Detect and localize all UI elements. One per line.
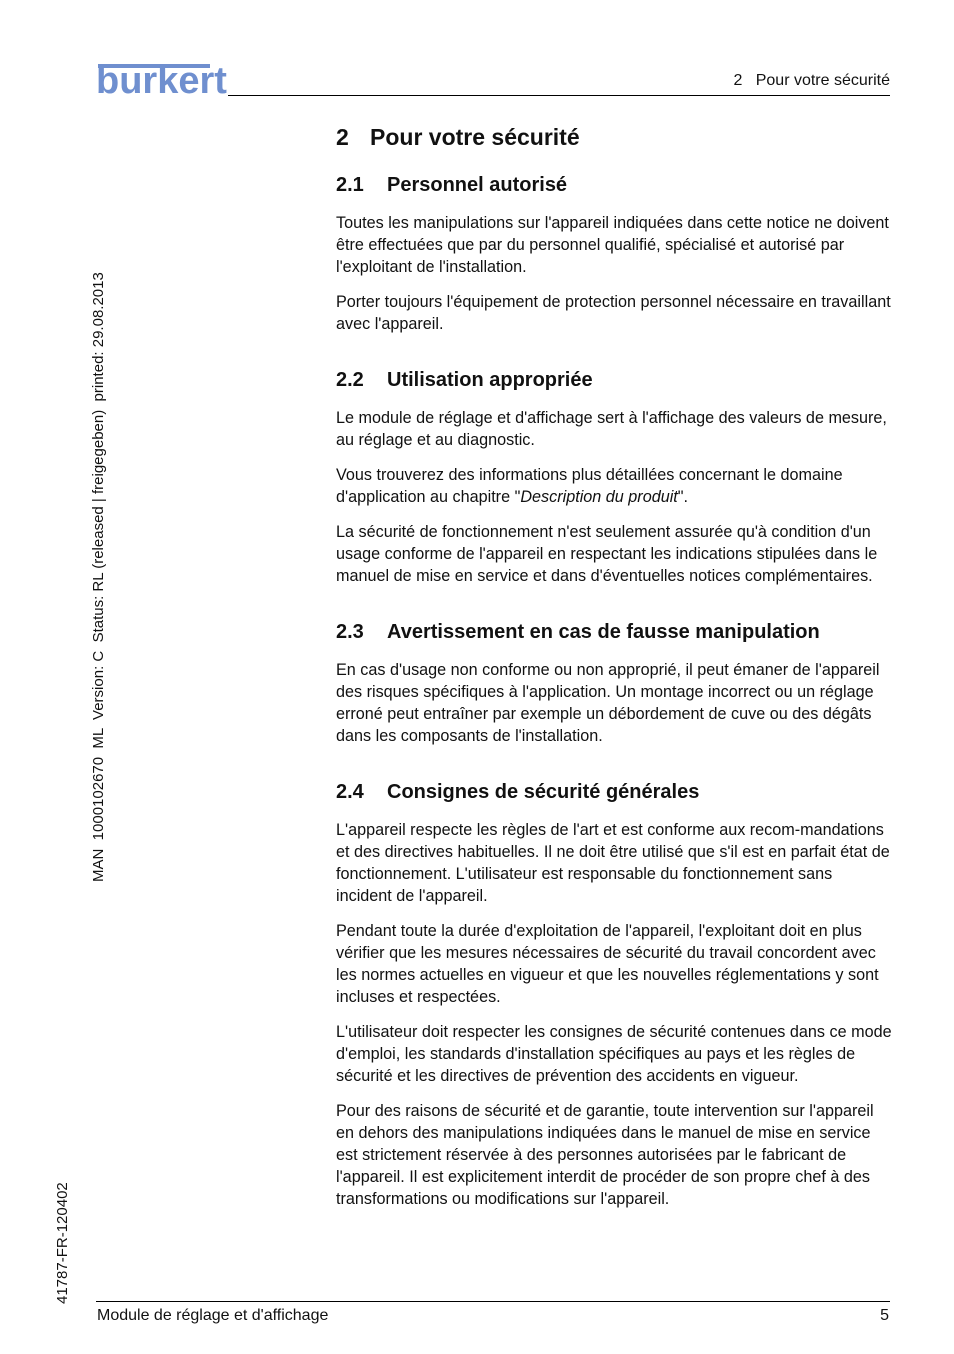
chapter-number: 2 [336, 124, 349, 150]
section-2-3 [336, 619, 892, 747]
header-rule [228, 95, 890, 96]
paragraph: En cas d'usage non conforme ou non approprié, il peut émaner de l'appareil des risques spécifiques à l'application. Un montage incorrect ou un réglage erroné peut entraîner par exemple un débordement de cuve ou des dégâts dans les composants de l'installation. [336, 661, 880, 745]
section-number: 2.1 [336, 174, 364, 196]
chapter-title: Pour votre sécurité [370, 124, 580, 150]
paragraph: Porter toujours l'équipement de protection personnel nécessaire en travaillant avec l'appareil. [336, 293, 891, 333]
chapter-reference: Description du produit [520, 488, 678, 506]
section-title: Utilisation appropriée [387, 369, 593, 391]
section-heading [336, 619, 892, 645]
section-2-4 [336, 779, 892, 1210]
page-number: 5 [880, 1307, 889, 1324]
section-title: Personnel autorisé [387, 174, 568, 196]
paragraph: L'utilisateur doit respecter les consignes de sécurité contenues dans ce mode d'emploi, les standards d'installation spécifiques au pays et les règles de sécurité et les directives de prévention des accidents en vigueur. [336, 1023, 892, 1085]
section-number: 2.2 [336, 369, 364, 391]
paragraph-text-end: ". [677, 488, 689, 506]
paragraph: Le module de réglage et d'affichage sert à l'affichage des valeurs de mesure, au réglage et au diagnostic. [336, 409, 887, 449]
header-section-title: 2 Pour votre sécurité [733, 72, 890, 89]
section-heading [336, 172, 892, 198]
document-code-vertical: 41787-FR-120402 [54, 1182, 71, 1304]
section-heading [336, 779, 892, 805]
paragraph: La sécurité de fonctionnement n'est seulement assurée qu'à condition d'un usage conforme de l'appareil en respectant les indications stipulées dans le manuel de mise en service et dans d'éventuelles notices complémentaires. [336, 523, 878, 585]
document-info-vertical: MAN 1000102670 ML Version: C Status: RL (released | freigegeben) printed: 29.08.2013 [90, 272, 107, 882]
section-title: Avertissement en cas de fausse manipulation [387, 621, 820, 643]
section-number: 2.3 [336, 621, 364, 643]
section-2-1 [336, 172, 892, 335]
section-title: Consignes de sécurité générales [387, 781, 700, 803]
paragraph-text: Vous trouverez des informations plus détaillées concernant le domaine d'application au chapitre " [336, 466, 843, 506]
chapter-heading [336, 122, 892, 152]
paragraph: Toutes les manipulations sur l'appareil indiquées dans cette notice ne doivent être effectuées que par du personnel qualifié, spécialisé et autorisé par l'exploitant de l'installation. [336, 214, 889, 276]
paragraph: L'appareil respecte les règles de l'art et est conforme aux recom-mandations et des directives habituelles. Il ne doit être utilisé que s'il est en parfait état de fonctionnement. L'utilisateur est responsable du fonctionnement sans incident de l'appareil. [336, 821, 890, 905]
paragraph: Pour des raisons de sécurité et de garantie, toute intervention sur l'appareil en dehors des manipulations indiquées dans le manuel de mise en service est strictement réservée à des personnes autorisées par le fabricant de l'appareil. Il est explicitement interdit de procéder de son propre chef à des transformations ou modifications sur l'appareil. [336, 1102, 874, 1208]
burkert-logo: burkert [96, 60, 227, 102]
section-number: 2.4 [336, 781, 364, 803]
paragraph-with-reference [336, 464, 892, 508]
section-heading [336, 367, 892, 393]
footer-title: Module de réglage et d'affichage [97, 1307, 329, 1324]
paragraph: Pendant toute la durée d'exploitation de l'appareil, l'exploitant doit en plus vérifier que les mesures nécessaires de sécurité du travail concordent avec les normes actuelles en vigueur et que les nouvelles réglementations y sont incluses et respectées. [336, 922, 879, 1006]
section-2-2 [336, 367, 892, 587]
footer-rule [96, 1301, 890, 1302]
main-content [336, 122, 892, 1223]
